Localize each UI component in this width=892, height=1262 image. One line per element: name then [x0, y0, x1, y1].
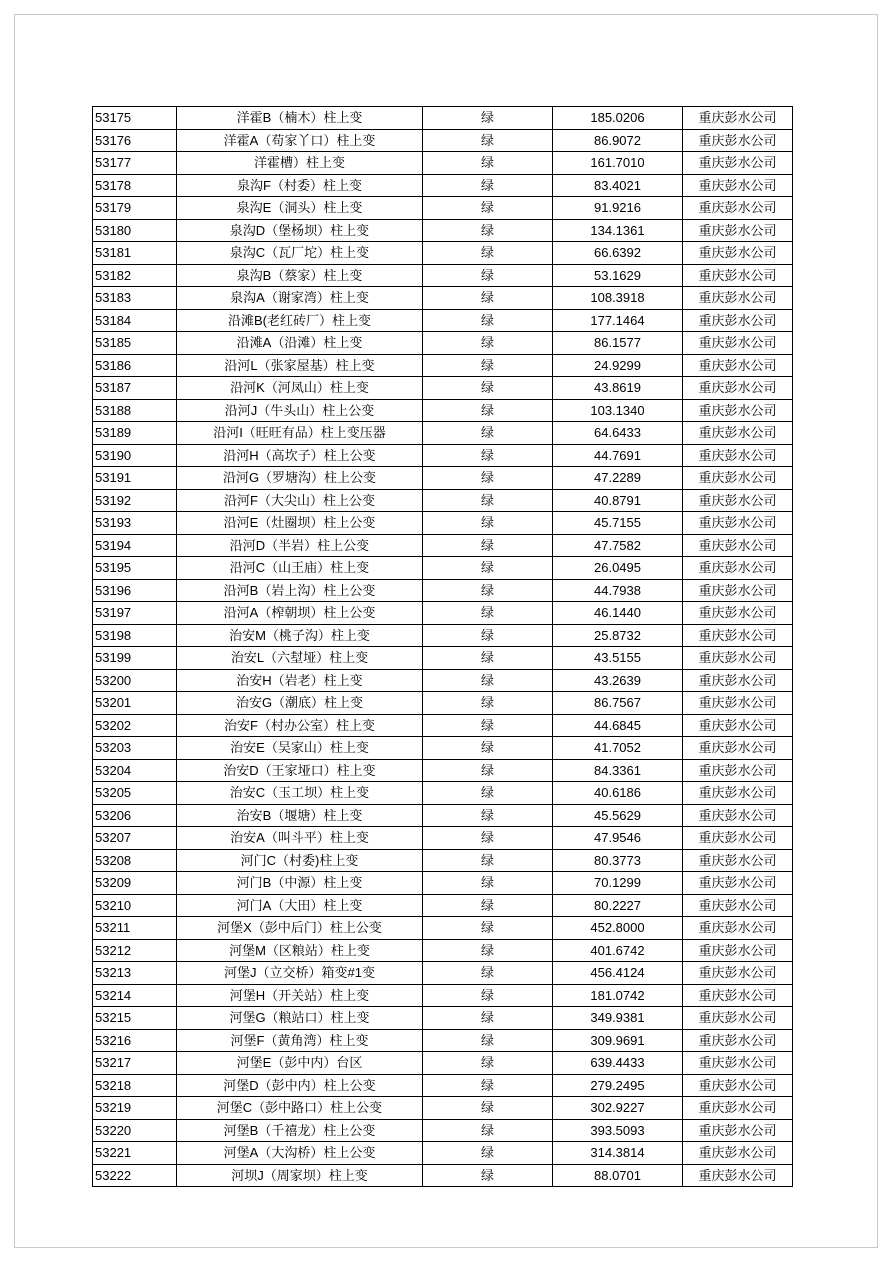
- cell-org: 重庆彭水公司: [683, 647, 793, 670]
- table-row: [93, 264, 793, 287]
- cell-org: 重庆彭水公司: [683, 129, 793, 152]
- cell-name: 泉沟B（蔡家）柱上变: [177, 264, 423, 287]
- cell-org: 重庆彭水公司: [683, 917, 793, 940]
- table-row: [93, 512, 793, 535]
- cell-name: 河门B（中源）柱上变: [177, 872, 423, 895]
- cell-name: 洋霍B（楠木）柱上变: [177, 107, 423, 130]
- cell-org: 重庆彭水公司: [683, 309, 793, 332]
- cell-state: 绿: [423, 557, 553, 580]
- cell-name: 治安C（玉工坝）柱上变: [177, 782, 423, 805]
- cell-org: 重庆彭水公司: [683, 1029, 793, 1052]
- cell-value: 25.8732: [553, 624, 683, 647]
- cell-org: 重庆彭水公司: [683, 804, 793, 827]
- cell-name: 河堡J（立交桥）箱变#1变: [177, 962, 423, 985]
- cell-name: 治安E（吴家山）柱上变: [177, 737, 423, 760]
- cell-name: 泉沟F（村委）柱上变: [177, 174, 423, 197]
- cell-state: 绿: [423, 377, 553, 400]
- table-row: [93, 197, 793, 220]
- cell-state: 绿: [423, 1097, 553, 1120]
- cell-org: 重庆彭水公司: [683, 894, 793, 917]
- cell-id: 53211: [93, 917, 177, 940]
- cell-name: 沿滩A（沿滩）柱上变: [177, 332, 423, 355]
- cell-value: 66.6392: [553, 242, 683, 265]
- cell-id: 53198: [93, 624, 177, 647]
- table-row: [93, 962, 793, 985]
- cell-org: 重庆彭水公司: [683, 489, 793, 512]
- cell-value: 80.3773: [553, 849, 683, 872]
- cell-id: 53180: [93, 219, 177, 242]
- cell-org: 重庆彭水公司: [683, 444, 793, 467]
- table-row: [93, 354, 793, 377]
- table-row: [93, 849, 793, 872]
- cell-value: 456.4124: [553, 962, 683, 985]
- cell-state: 绿: [423, 129, 553, 152]
- table-row: [93, 692, 793, 715]
- cell-value: 88.0701: [553, 1164, 683, 1187]
- cell-state: 绿: [423, 489, 553, 512]
- cell-name: 沿河E（灶圈坝）柱上公变: [177, 512, 423, 535]
- cell-org: 重庆彭水公司: [683, 827, 793, 850]
- cell-id: 53209: [93, 872, 177, 895]
- cell-name: 洋霍A（苟家丫口）柱上变: [177, 129, 423, 152]
- cell-value: 103.1340: [553, 399, 683, 422]
- cell-state: 绿: [423, 1074, 553, 1097]
- table-row: [93, 332, 793, 355]
- cell-id: 53192: [93, 489, 177, 512]
- cell-state: 绿: [423, 917, 553, 940]
- cell-id: 53181: [93, 242, 177, 265]
- cell-name: 治安H（岩老）柱上变: [177, 669, 423, 692]
- table-row: [93, 444, 793, 467]
- cell-value: 84.3361: [553, 759, 683, 782]
- cell-name: 河门C（村委)柱上变: [177, 849, 423, 872]
- cell-name: 沿河B（岩上沟）柱上公变: [177, 579, 423, 602]
- cell-name: 河堡E（彭中内）台区: [177, 1052, 423, 1075]
- cell-value: 86.1577: [553, 332, 683, 355]
- cell-value: 41.7052: [553, 737, 683, 760]
- table-row: [93, 669, 793, 692]
- cell-name: 沿河A（榨朝坝）柱上公变: [177, 602, 423, 625]
- cell-org: 重庆彭水公司: [683, 602, 793, 625]
- cell-id: 53212: [93, 939, 177, 962]
- cell-state: 绿: [423, 692, 553, 715]
- table-row: [93, 219, 793, 242]
- cell-value: 45.5629: [553, 804, 683, 827]
- cell-org: 重庆彭水公司: [683, 107, 793, 130]
- cell-name: 沿河L（张家屋基）柱上变: [177, 354, 423, 377]
- cell-name: 泉沟C（瓦厂坨）柱上变: [177, 242, 423, 265]
- cell-org: 重庆彭水公司: [683, 332, 793, 355]
- cell-org: 重庆彭水公司: [683, 174, 793, 197]
- cell-id: 53185: [93, 332, 177, 355]
- cell-value: 47.9546: [553, 827, 683, 850]
- cell-id: 53210: [93, 894, 177, 917]
- cell-id: 53175: [93, 107, 177, 130]
- cell-org: 重庆彭水公司: [683, 737, 793, 760]
- cell-state: 绿: [423, 602, 553, 625]
- cell-value: 302.9227: [553, 1097, 683, 1120]
- cell-id: 53179: [93, 197, 177, 220]
- cell-state: 绿: [423, 309, 553, 332]
- cell-name: 河坝J（周家坝）柱上变: [177, 1164, 423, 1187]
- cell-name: 河堡X（彭中后门）柱上公变: [177, 917, 423, 940]
- cell-value: 43.5155: [553, 647, 683, 670]
- cell-org: 重庆彭水公司: [683, 984, 793, 1007]
- cell-state: 绿: [423, 782, 553, 805]
- cell-value: 44.6845: [553, 714, 683, 737]
- table-row: [93, 602, 793, 625]
- cell-value: 80.2227: [553, 894, 683, 917]
- cell-name: 沿河F（大尖山）柱上公变: [177, 489, 423, 512]
- cell-name: 治安G（潮底）柱上变: [177, 692, 423, 715]
- cell-state: 绿: [423, 287, 553, 310]
- cell-org: 重庆彭水公司: [683, 534, 793, 557]
- table-row: [93, 917, 793, 940]
- cell-state: 绿: [423, 1052, 553, 1075]
- cell-org: 重庆彭水公司: [683, 242, 793, 265]
- cell-name: 河堡M（区粮站）柱上变: [177, 939, 423, 962]
- cell-value: 161.7010: [553, 152, 683, 175]
- cell-name: 治安B（堰塘）柱上变: [177, 804, 423, 827]
- cell-org: 重庆彭水公司: [683, 399, 793, 422]
- cell-value: 24.9299: [553, 354, 683, 377]
- cell-value: 46.1440: [553, 602, 683, 625]
- table-row: [93, 152, 793, 175]
- cell-id: 53189: [93, 422, 177, 445]
- cell-id: 53217: [93, 1052, 177, 1075]
- cell-state: 绿: [423, 354, 553, 377]
- cell-value: 86.7567: [553, 692, 683, 715]
- cell-name: 沿河D（半岩）柱上公变: [177, 534, 423, 557]
- cell-state: 绿: [423, 444, 553, 467]
- table-row: [93, 174, 793, 197]
- cell-id: 53182: [93, 264, 177, 287]
- cell-name: 沿滩B(老红砖厂）柱上变: [177, 309, 423, 332]
- cell-state: 绿: [423, 1142, 553, 1165]
- cell-value: 43.8619: [553, 377, 683, 400]
- cell-state: 绿: [423, 534, 553, 557]
- cell-name: 河堡H（开关站）柱上变: [177, 984, 423, 1007]
- cell-id: 53213: [93, 962, 177, 985]
- cell-org: 重庆彭水公司: [683, 287, 793, 310]
- cell-value: 40.8791: [553, 489, 683, 512]
- cell-id: 53183: [93, 287, 177, 310]
- cell-id: 53200: [93, 669, 177, 692]
- cell-value: 64.6433: [553, 422, 683, 445]
- cell-value: 108.3918: [553, 287, 683, 310]
- cell-name: 河堡A（大沟桥）柱上公变: [177, 1142, 423, 1165]
- cell-id: 53184: [93, 309, 177, 332]
- cell-name: 沿河K（河凤山）柱上变: [177, 377, 423, 400]
- cell-id: 53194: [93, 534, 177, 557]
- cell-state: 绿: [423, 984, 553, 1007]
- cell-name: 河堡G（粮站口）柱上变: [177, 1007, 423, 1030]
- cell-org: 重庆彭水公司: [683, 669, 793, 692]
- cell-state: 绿: [423, 939, 553, 962]
- table-row: [93, 489, 793, 512]
- table-row: [93, 287, 793, 310]
- cell-state: 绿: [423, 827, 553, 850]
- cell-id: 53201: [93, 692, 177, 715]
- table-row: [93, 377, 793, 400]
- table-row: [93, 579, 793, 602]
- cell-org: 重庆彭水公司: [683, 197, 793, 220]
- cell-id: 53216: [93, 1029, 177, 1052]
- cell-name: 沿河G（罗塘沟）柱上公变: [177, 467, 423, 490]
- cell-id: 53219: [93, 1097, 177, 1120]
- table-row: [93, 1164, 793, 1187]
- cell-name: 河堡F（黄角湾）柱上变: [177, 1029, 423, 1052]
- cell-id: 53202: [93, 714, 177, 737]
- cell-id: 53177: [93, 152, 177, 175]
- cell-id: 53197: [93, 602, 177, 625]
- cell-state: 绿: [423, 242, 553, 265]
- cell-value: 452.8000: [553, 917, 683, 940]
- cell-state: 绿: [423, 422, 553, 445]
- cell-id: 53206: [93, 804, 177, 827]
- cell-id: 53190: [93, 444, 177, 467]
- cell-org: 重庆彭水公司: [683, 422, 793, 445]
- cell-org: 重庆彭水公司: [683, 557, 793, 580]
- cell-id: 53214: [93, 984, 177, 1007]
- table-row: [93, 309, 793, 332]
- cell-value: 43.2639: [553, 669, 683, 692]
- cell-value: 393.5093: [553, 1119, 683, 1142]
- cell-value: 309.9691: [553, 1029, 683, 1052]
- cell-value: 70.1299: [553, 872, 683, 895]
- cell-state: 绿: [423, 872, 553, 895]
- cell-id: 53220: [93, 1119, 177, 1142]
- cell-name: 泉沟A（谢家湾）柱上变: [177, 287, 423, 310]
- cell-value: 44.7691: [553, 444, 683, 467]
- cell-id: 53178: [93, 174, 177, 197]
- cell-org: 重庆彭水公司: [683, 264, 793, 287]
- table-row: [93, 872, 793, 895]
- table-row: [93, 129, 793, 152]
- cell-org: 重庆彭水公司: [683, 872, 793, 895]
- cell-value: 45.7155: [553, 512, 683, 535]
- cell-id: 53203: [93, 737, 177, 760]
- cell-name: 洋霍槽）柱上变: [177, 152, 423, 175]
- cell-value: 177.1464: [553, 309, 683, 332]
- cell-state: 绿: [423, 647, 553, 670]
- cell-value: 349.9381: [553, 1007, 683, 1030]
- cell-name: 河门A（大田）柱上变: [177, 894, 423, 917]
- table-row: [93, 939, 793, 962]
- cell-org: 重庆彭水公司: [683, 759, 793, 782]
- cell-state: 绿: [423, 737, 553, 760]
- cell-value: 47.7582: [553, 534, 683, 557]
- table-row: [93, 714, 793, 737]
- table-row: [93, 1007, 793, 1030]
- cell-state: 绿: [423, 332, 553, 355]
- cell-state: 绿: [423, 174, 553, 197]
- cell-value: 26.0495: [553, 557, 683, 580]
- cell-state: 绿: [423, 467, 553, 490]
- cell-id: 53222: [93, 1164, 177, 1187]
- cell-org: 重庆彭水公司: [683, 849, 793, 872]
- cell-state: 绿: [423, 894, 553, 917]
- cell-value: 639.4433: [553, 1052, 683, 1075]
- table-row: [93, 422, 793, 445]
- cell-state: 绿: [423, 219, 553, 242]
- cell-state: 绿: [423, 624, 553, 647]
- cell-name: 治安A（叫斗平）柱上变: [177, 827, 423, 850]
- cell-name: 泉沟E（洞头）柱上变: [177, 197, 423, 220]
- cell-name: 治安M（桃子沟）柱上变: [177, 624, 423, 647]
- cell-org: 重庆彭水公司: [683, 782, 793, 805]
- cell-org: 重庆彭水公司: [683, 152, 793, 175]
- table-row: [93, 557, 793, 580]
- cell-state: 绿: [423, 264, 553, 287]
- table-row: [93, 894, 793, 917]
- cell-id: 53199: [93, 647, 177, 670]
- cell-id: 53204: [93, 759, 177, 782]
- transformer-table-body: [93, 107, 793, 1187]
- cell-org: 重庆彭水公司: [683, 714, 793, 737]
- cell-name: 沿河H（高坎子）柱上公变: [177, 444, 423, 467]
- cell-value: 279.2495: [553, 1074, 683, 1097]
- cell-name: 沿河I（旺旺有品）柱上变压器: [177, 422, 423, 445]
- table-row: [93, 737, 793, 760]
- table-row: [93, 1097, 793, 1120]
- cell-id: 53221: [93, 1142, 177, 1165]
- cell-value: 53.1629: [553, 264, 683, 287]
- cell-org: 重庆彭水公司: [683, 962, 793, 985]
- table-row: [93, 1142, 793, 1165]
- table-row: [93, 624, 793, 647]
- cell-id: 53195: [93, 557, 177, 580]
- cell-org: 重庆彭水公司: [683, 377, 793, 400]
- table-row: [93, 984, 793, 1007]
- table-row: [93, 1074, 793, 1097]
- cell-org: 重庆彭水公司: [683, 1074, 793, 1097]
- cell-org: 重庆彭水公司: [683, 219, 793, 242]
- cell-state: 绿: [423, 849, 553, 872]
- table-row: [93, 107, 793, 130]
- cell-state: 绿: [423, 759, 553, 782]
- cell-state: 绿: [423, 1119, 553, 1142]
- cell-org: 重庆彭水公司: [683, 1007, 793, 1030]
- cell-name: 治安D（王家垭口）柱上变: [177, 759, 423, 782]
- cell-value: 40.6186: [553, 782, 683, 805]
- cell-org: 重庆彭水公司: [683, 1052, 793, 1075]
- cell-id: 53186: [93, 354, 177, 377]
- table-row: [93, 534, 793, 557]
- cell-org: 重庆彭水公司: [683, 579, 793, 602]
- cell-value: 86.9072: [553, 129, 683, 152]
- cell-org: 重庆彭水公司: [683, 939, 793, 962]
- cell-id: 53207: [93, 827, 177, 850]
- cell-id: 53218: [93, 1074, 177, 1097]
- cell-id: 53208: [93, 849, 177, 872]
- cell-state: 绿: [423, 399, 553, 422]
- table-row: [93, 242, 793, 265]
- cell-state: 绿: [423, 962, 553, 985]
- cell-state: 绿: [423, 1029, 553, 1052]
- cell-org: 重庆彭水公司: [683, 1097, 793, 1120]
- table-row: [93, 827, 793, 850]
- table-row: [93, 1052, 793, 1075]
- cell-org: 重庆彭水公司: [683, 354, 793, 377]
- cell-value: 401.6742: [553, 939, 683, 962]
- table-row: [93, 647, 793, 670]
- cell-org: 重庆彭水公司: [683, 692, 793, 715]
- cell-name: 泉沟D（堡杨坝）柱上变: [177, 219, 423, 242]
- cell-value: 83.4021: [553, 174, 683, 197]
- cell-name: 河堡C（彭中路口）柱上公变: [177, 1097, 423, 1120]
- cell-id: 53191: [93, 467, 177, 490]
- cell-id: 53215: [93, 1007, 177, 1030]
- cell-state: 绿: [423, 1007, 553, 1030]
- cell-name: 治安F（村办公室）柱上变: [177, 714, 423, 737]
- cell-state: 绿: [423, 714, 553, 737]
- cell-value: 185.0206: [553, 107, 683, 130]
- cell-name: 河堡D（彭中内）柱上公变: [177, 1074, 423, 1097]
- cell-id: 53187: [93, 377, 177, 400]
- cell-state: 绿: [423, 512, 553, 535]
- cell-org: 重庆彭水公司: [683, 1119, 793, 1142]
- cell-state: 绿: [423, 152, 553, 175]
- table-row: [93, 467, 793, 490]
- table-row: [93, 782, 793, 805]
- cell-org: 重庆彭水公司: [683, 1142, 793, 1165]
- cell-org: 重庆彭水公司: [683, 624, 793, 647]
- cell-name: 沿河J（牛头山）柱上公变: [177, 399, 423, 422]
- cell-id: 53176: [93, 129, 177, 152]
- table-row: [93, 759, 793, 782]
- cell-value: 47.2289: [553, 467, 683, 490]
- cell-value: 314.3814: [553, 1142, 683, 1165]
- cell-state: 绿: [423, 669, 553, 692]
- cell-id: 53205: [93, 782, 177, 805]
- cell-name: 治安L（六堼垭）柱上变: [177, 647, 423, 670]
- cell-state: 绿: [423, 1164, 553, 1187]
- cell-name: 沿河C（山王庙）柱上变: [177, 557, 423, 580]
- table-row: [93, 804, 793, 827]
- cell-org: 重庆彭水公司: [683, 1164, 793, 1187]
- cell-value: 181.0742: [553, 984, 683, 1007]
- cell-state: 绿: [423, 107, 553, 130]
- cell-state: 绿: [423, 197, 553, 220]
- cell-state: 绿: [423, 579, 553, 602]
- cell-org: 重庆彭水公司: [683, 467, 793, 490]
- transformer-table-container: [92, 106, 792, 1187]
- cell-value: 91.9216: [553, 197, 683, 220]
- cell-name: 河堡B（千禧龙）柱上公变: [177, 1119, 423, 1142]
- table-row: [93, 399, 793, 422]
- cell-value: 134.1361: [553, 219, 683, 242]
- table-row: [93, 1029, 793, 1052]
- cell-state: 绿: [423, 804, 553, 827]
- cell-id: 53193: [93, 512, 177, 535]
- cell-org: 重庆彭水公司: [683, 512, 793, 535]
- cell-id: 53188: [93, 399, 177, 422]
- cell-id: 53196: [93, 579, 177, 602]
- table-row: [93, 1119, 793, 1142]
- cell-value: 44.7938: [553, 579, 683, 602]
- transformer-table: [92, 106, 793, 1187]
